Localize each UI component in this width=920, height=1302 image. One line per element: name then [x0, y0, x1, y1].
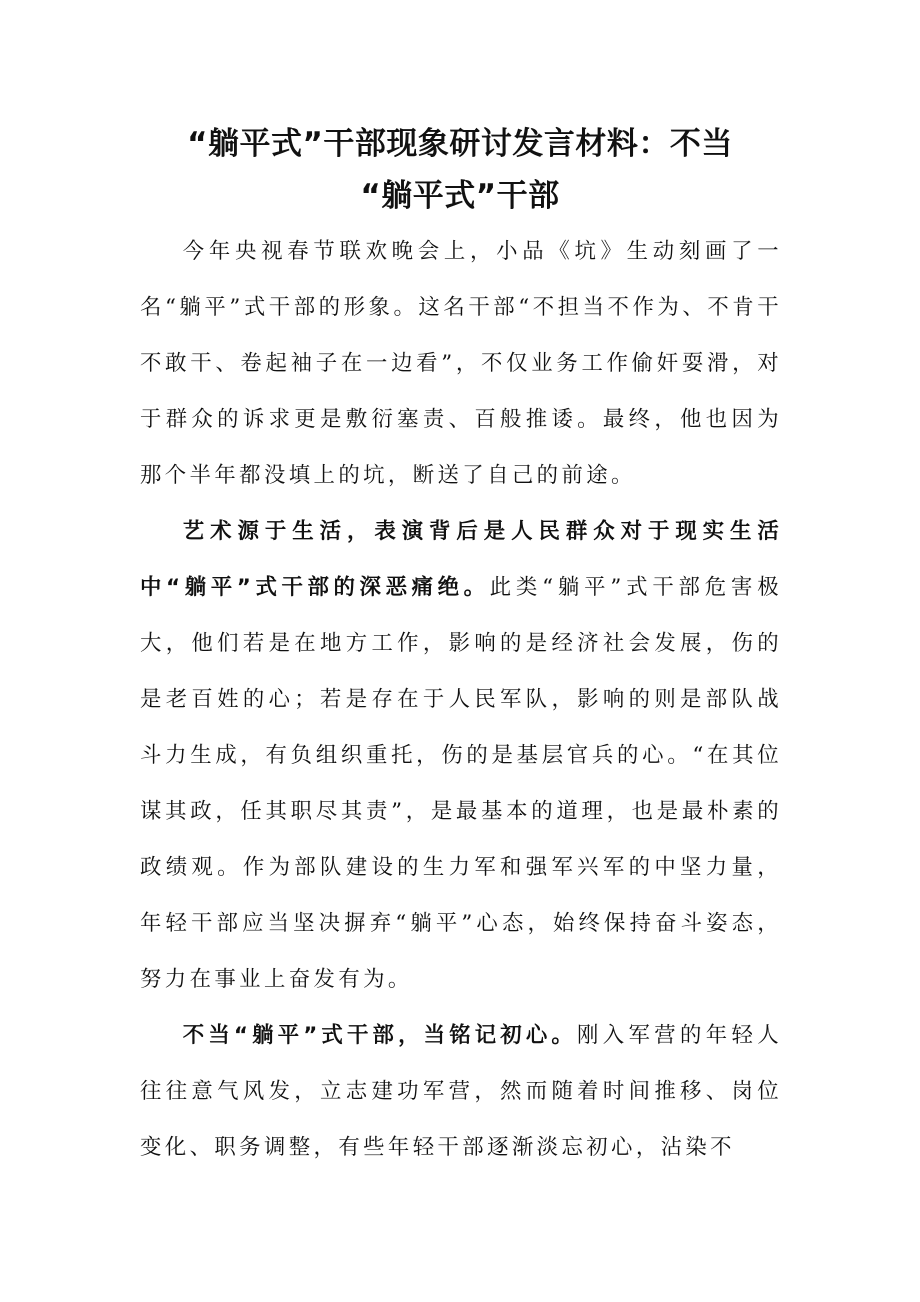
- paragraph-text: 刚入军营的年轻人往往意气风发，立志建功军营，然而随着时间推移、岗位变化、职务调整，有些年轻干部逐渐淡忘初心，沾染不: [140, 1023, 782, 1160]
- paragraph-2: [140, 504, 782, 1008]
- paragraph-text: 今年央视春节联欢晚会上，小品《坑》生动刻画了一名“躺平”式干部的形象。这名干部“不担当不作为、不肯干不敢干、卷起袖子在一边看”，不仅业务工作偷奸耍滑，对于群众的诉求更是敷衍塞责、百般推诿。最终，他也因为那个半年都没填上的坑，断送了自己的前途。: [140, 239, 782, 488]
- paragraph-3: [140, 1008, 782, 1176]
- paragraph-1: [140, 224, 782, 504]
- document-body: [140, 224, 782, 1176]
- paragraph-text: 此类“躺平”式干部危害极大，他们若是在地方工作，影响的是经济社会发展，伤的是老百姓的心；若是存在于人民军队，影响的则是部队战斗力生成，有负组织重托，伤的是基层官兵的心。“在其位谋其政，任其职尽其责”，是最基本的道理，也是最朴素的政绩观。作为部队建设的生力军和强军兴军的中坚力量，年轻干部应当坚决摒弃“躺平”心态，始终保持奋斗姿态，努力在事业上奋发有为。: [140, 575, 783, 992]
- document-title: [140, 118, 780, 222]
- paragraph-lead: 艺术源于生活，表演背后是人民群众对于现实生活中“躺平”式干部的深恶痛绝。: [140, 519, 782, 600]
- title-line-2: “躺平式”干部: [360, 178, 560, 214]
- title-line-1: “躺平式”干部现象研讨发言材料：不当: [187, 126, 733, 162]
- paragraph-lead: 不当“躺平”式干部，当铭记初心。: [182, 1023, 577, 1048]
